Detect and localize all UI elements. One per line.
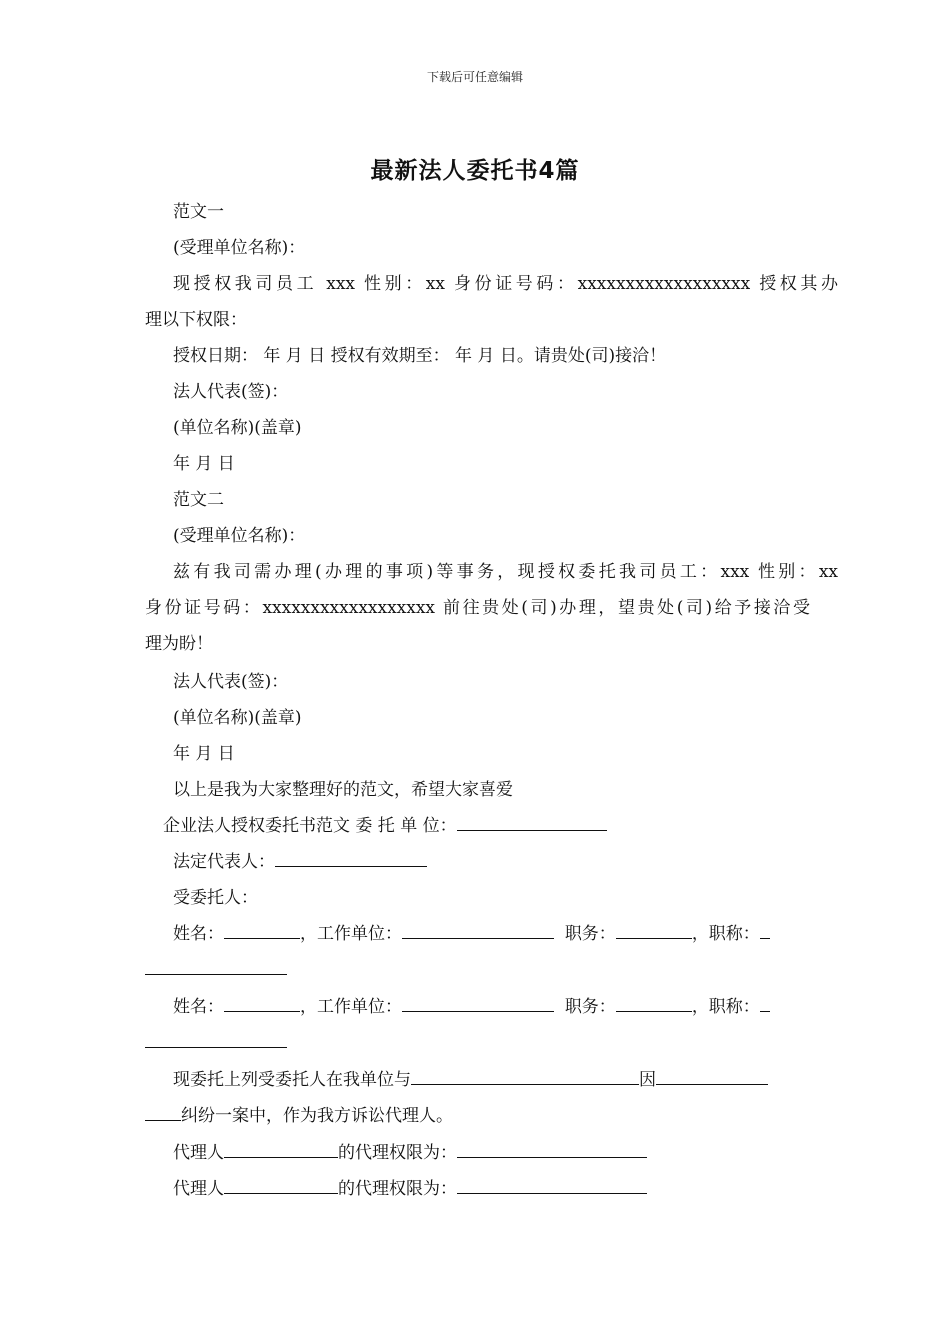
agent-scope-2-blank[interactable] (457, 1178, 647, 1194)
agent2-title-continuation (145, 1032, 810, 1054)
counterparty-blank[interactable] (411, 1069, 639, 1085)
entrusting-unit-row (145, 815, 828, 837)
agent1-position-label: 职务： (564, 924, 616, 944)
entrust-because: 因 (639, 1070, 656, 1090)
agent1-row (145, 923, 838, 945)
entrust-row (145, 1069, 838, 1091)
agent-scope-1-name-blank[interactable] (224, 1142, 338, 1158)
agent2-title-label: ，职称： (691, 997, 760, 1017)
section2-heading: 范文二 (173, 490, 224, 510)
legal-rep-row (145, 851, 838, 873)
section1-legal-rep: 法人代表(签)： (173, 382, 289, 402)
section1-heading: 范文一 (173, 202, 224, 222)
entrusting-unit-blank[interactable] (457, 815, 607, 831)
agent1-workplace-blank[interactable] (402, 923, 554, 939)
agent1-name-blank[interactable] (224, 923, 300, 939)
agent1-title-blank[interactable] (145, 959, 287, 975)
agent1-workplace-label: 工作单位： (317, 924, 402, 944)
agent2-title-blank-start[interactable] (760, 996, 770, 1012)
section2-date: 年 月 日 (173, 744, 235, 764)
section2-seal: (单位名称)(盖章) (173, 708, 302, 728)
page-header: 下载后可任意编辑 (426, 70, 523, 84)
section1-date: 年 月 日 (173, 454, 235, 474)
agent-scope-2-label: 的代理权限为： (338, 1179, 457, 1199)
entrust-prefix: 现委托上列受委托人在我单位与 (173, 1070, 411, 1090)
document-title: 最新法人委托书4篇 (370, 158, 580, 184)
section2-body-line3: 理为盼！ (145, 634, 213, 654)
agent1-position-blank[interactable] (616, 923, 692, 939)
closing-text: 以上是我为大家整理好的范文，希望大家喜爱 (173, 780, 513, 800)
agent2-comma: ， (300, 997, 317, 1017)
section2-body-line1: 兹有我司需办理(办理的事项)等事务，现授权委托我司员工：xxx 性别：xx (173, 562, 838, 582)
agent-scope-row-1 (145, 1142, 838, 1164)
agent2-title-blank[interactable] (145, 1032, 287, 1048)
agent1-title-continuation (145, 959, 810, 981)
section1-dates: 授权日期： 年 月 日 授权有效期至： 年 月 日。请贵处(司)接洽！ (173, 346, 667, 366)
section1-seal: (单位名称)(盖章) (173, 418, 302, 438)
agent1-title-label: ，职称： (691, 924, 760, 944)
legal-rep-blank[interactable] (275, 851, 427, 867)
agent2-name-blank[interactable] (224, 996, 300, 1012)
agent2-position-blank[interactable] (616, 996, 692, 1012)
agent-scope-1-label: 的代理权限为： (338, 1143, 457, 1163)
agent2-workplace-label: 工作单位： (317, 997, 402, 1017)
entrust-suffix: 纠纷一案中，作为我方诉讼代理人。 (181, 1106, 453, 1126)
agent1-title-blank-start[interactable] (760, 923, 770, 939)
section2-addressee: (受理单位名称)： (173, 526, 306, 546)
section1-addressee: (受理单位名称)： (173, 238, 306, 258)
entrust-continuation (145, 1105, 810, 1127)
agent2-row (145, 996, 838, 1018)
section2-legal-rep: 法人代表(签)： (173, 672, 289, 692)
agent-scope-1-prefix: 代理人 (173, 1143, 224, 1163)
agent1-name-label: 姓名： (173, 924, 224, 944)
agent2-name-label: 姓名： (173, 997, 224, 1017)
legal-rep-label: 法定代表人： (173, 852, 275, 872)
agent2-position-label: 职务： (564, 997, 616, 1017)
section1-body-line1: 现授权我司员工 xxx 性别：xx 身份证号码：xxxxxxxxxxxxxxxxxx 授权其办 (173, 274, 838, 294)
agent-label: 受委托人： (173, 888, 258, 908)
dispute-blank[interactable] (145, 1105, 181, 1121)
agent1-comma: ， (300, 924, 317, 944)
agent-scope-2-name-blank[interactable] (224, 1178, 338, 1194)
dispute-blank-start[interactable] (656, 1069, 768, 1085)
agent-scope-1-blank[interactable] (457, 1142, 647, 1158)
section1-body-line2: 理以下权限： (145, 310, 247, 330)
entrusting-unit-label: 企业法人授权委托书范文 委 托 单 位： (163, 816, 457, 836)
agent-scope-2-prefix: 代理人 (173, 1179, 224, 1199)
agent2-workplace-blank[interactable] (402, 996, 554, 1012)
section2-body-line2: 身份证号码：xxxxxxxxxxxxxxxxxx 前往贵处(司)办理，望贵处(司)给予接洽受 (145, 598, 810, 618)
agent-scope-row-2 (145, 1178, 838, 1200)
